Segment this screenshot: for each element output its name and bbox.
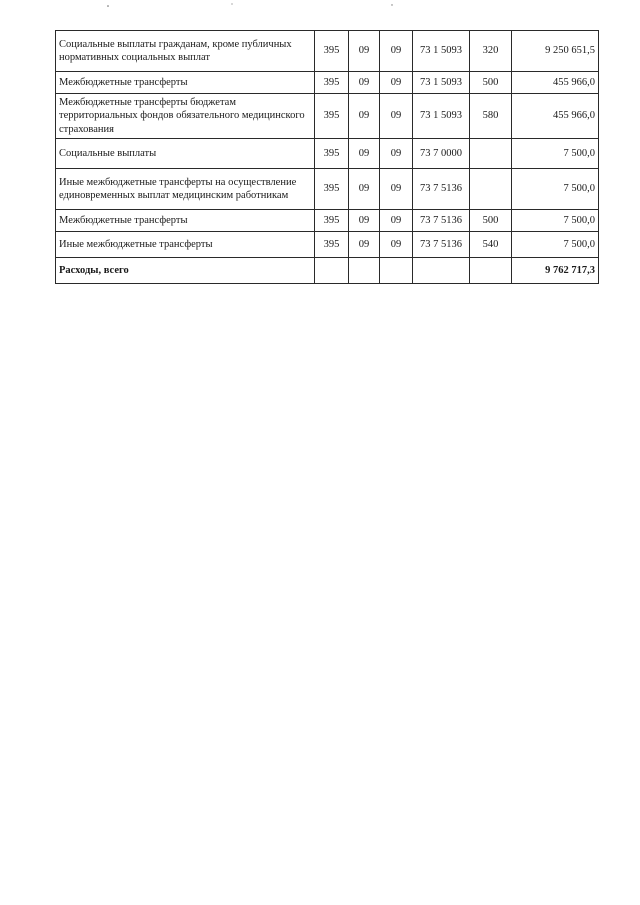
row-gr: 395 bbox=[315, 72, 349, 94]
table-row bbox=[56, 31, 599, 72]
row-name: Социальные выплаты гражданам, кроме публичных нормативных социальных выплат bbox=[56, 31, 315, 72]
row-rz: 09 bbox=[349, 139, 380, 169]
table-row bbox=[56, 139, 599, 169]
row-vr: 500 bbox=[470, 72, 512, 94]
table-row bbox=[56, 72, 599, 94]
row-rz: 09 bbox=[349, 232, 380, 258]
row-pr: 09 bbox=[380, 72, 413, 94]
row-vr bbox=[470, 169, 512, 210]
total-amount: 9 762 717,3 bbox=[512, 258, 599, 284]
row-rz: 09 bbox=[349, 210, 380, 232]
row-amount: 7 500,0 bbox=[512, 169, 599, 210]
row-gr: 395 bbox=[315, 210, 349, 232]
row-amount: 7 500,0 bbox=[512, 139, 599, 169]
row-cs: 73 1 5093 bbox=[413, 31, 470, 72]
row-rz: 09 bbox=[349, 169, 380, 210]
row-name: Межбюджетные трансферты бюджетам территориальных фондов обязательного медицинского страхования bbox=[56, 94, 315, 139]
total-row bbox=[56, 258, 599, 284]
total-empty-cell bbox=[470, 258, 512, 284]
row-pr: 09 bbox=[380, 31, 413, 72]
row-amount: 9 250 651,5 bbox=[512, 31, 599, 72]
table-row bbox=[56, 94, 599, 139]
row-cs: 73 7 5136 bbox=[413, 169, 470, 210]
row-gr: 395 bbox=[315, 31, 349, 72]
row-name: Иные межбюджетные трансферты bbox=[56, 232, 315, 258]
row-gr: 395 bbox=[315, 139, 349, 169]
table-row bbox=[56, 210, 599, 232]
row-pr: 09 bbox=[380, 139, 413, 169]
row-amount: 455 966,0 bbox=[512, 94, 599, 139]
table-row bbox=[56, 169, 599, 210]
row-pr: 09 bbox=[380, 210, 413, 232]
budget-table bbox=[55, 30, 599, 284]
row-cs: 73 7 5136 bbox=[413, 232, 470, 258]
row-rz: 09 bbox=[349, 31, 380, 72]
row-vr: 540 bbox=[470, 232, 512, 258]
row-amount: 7 500,0 bbox=[512, 232, 599, 258]
row-amount: 7 500,0 bbox=[512, 210, 599, 232]
row-pr: 09 bbox=[380, 232, 413, 258]
row-pr: 09 bbox=[380, 94, 413, 139]
row-name: Межбюджетные трансферты bbox=[56, 210, 315, 232]
row-gr: 395 bbox=[315, 232, 349, 258]
row-rz: 09 bbox=[349, 72, 380, 94]
row-name: Межбюджетные трансферты bbox=[56, 72, 315, 94]
row-cs: 73 1 5093 bbox=[413, 94, 470, 139]
total-label: Расходы, всего bbox=[56, 258, 315, 284]
row-vr bbox=[470, 139, 512, 169]
row-gr: 395 bbox=[315, 94, 349, 139]
row-name: Социальные выплаты bbox=[56, 139, 315, 169]
row-name: Иные межбюджетные трансферты на осуществление единовременных выплат медицинским работникам bbox=[56, 169, 315, 210]
total-empty-cell bbox=[413, 258, 470, 284]
row-cs: 73 7 0000 bbox=[413, 139, 470, 169]
row-vr: 580 bbox=[470, 94, 512, 139]
row-cs: 73 7 5136 bbox=[413, 210, 470, 232]
table-row bbox=[56, 232, 599, 258]
row-amount: 455 966,0 bbox=[512, 72, 599, 94]
row-vr: 320 bbox=[470, 31, 512, 72]
row-pr: 09 bbox=[380, 169, 413, 210]
row-rz: 09 bbox=[349, 94, 380, 139]
total-empty-cell bbox=[380, 258, 413, 284]
row-gr: 395 bbox=[315, 169, 349, 210]
scan-specks bbox=[0, 0, 640, 20]
row-cs: 73 1 5093 bbox=[413, 72, 470, 94]
total-empty-cell bbox=[315, 258, 349, 284]
total-empty-cell bbox=[349, 258, 380, 284]
row-vr: 500 bbox=[470, 210, 512, 232]
